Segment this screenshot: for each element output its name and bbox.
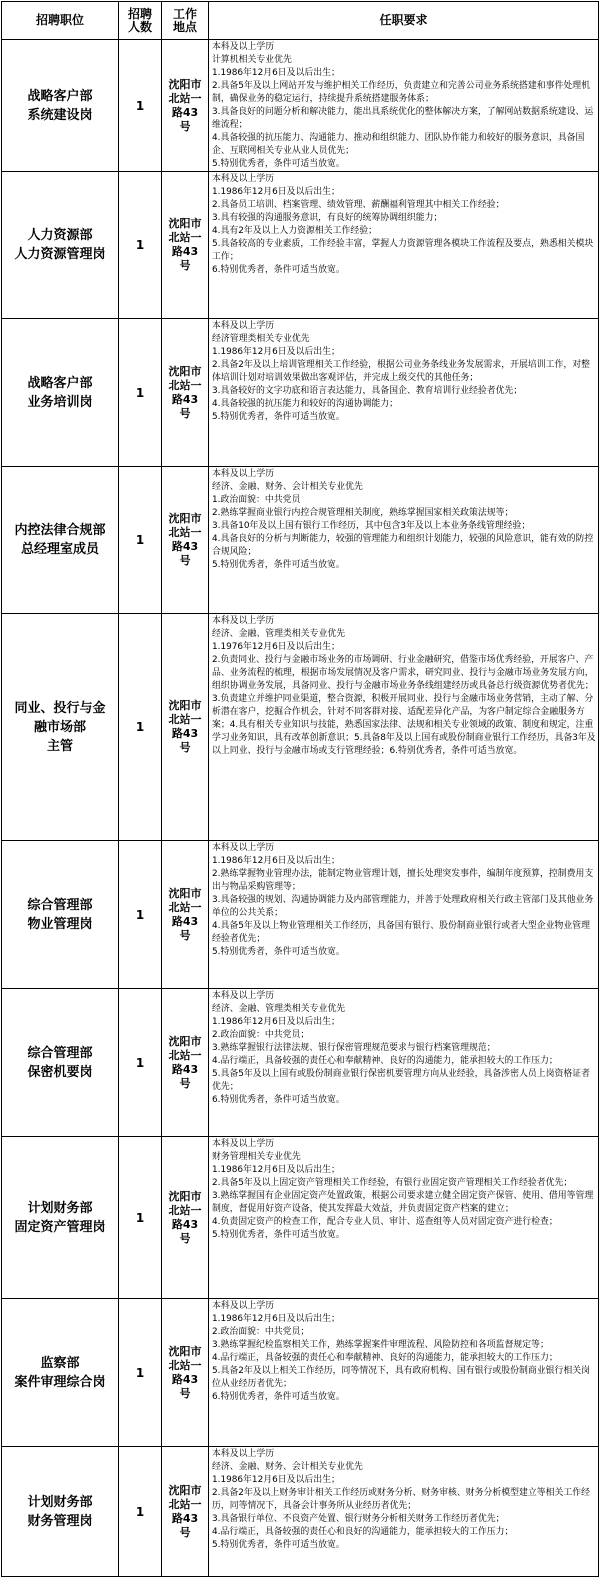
position-line: 业务培训岗 (27, 394, 93, 410)
position-cell (2, 40, 119, 172)
requirement-line: 经济、金融、管理类相关专业优先 (212, 629, 346, 639)
position-cell (2, 319, 119, 467)
location-cell (162, 172, 209, 319)
requirements-cell (209, 1299, 599, 1447)
position-line: 同业、投行与金 (14, 700, 106, 716)
requirement-line: 5.具备2年及以上相关工作经历，同等情况下，具有政府机构、国有银行或股份制商业银行相关岗位从业经历者优先； (212, 1366, 590, 1389)
requirement-line: 本科及以上学历 (212, 42, 275, 52)
location-cell (162, 1137, 209, 1299)
location-text: 沈阳市北站一路43号 (168, 77, 202, 133)
table-row (2, 1137, 599, 1299)
requirement-line: 5.特别优秀者，条件可适当放宽。 (212, 1540, 345, 1550)
requirement-line: 4.负责固定资产的检查工作，配合专业人员、审计、巡查组等人员对固定资产进行检查； (212, 1217, 558, 1227)
requirement-line: 5.特别优秀者，条件可适当放宽。 (212, 1230, 345, 1240)
position-line: 人力资源管理岗 (14, 247, 106, 262)
requirements-cell (209, 40, 599, 172)
requirement-line: 4.具备较强的抗压能力、沟通能力、推动和组织能力、团队协作能力和较好的服务意识，具备国企、互联网相关专业从业人员优先； (212, 133, 585, 156)
requirement-line: 3.具备较强的规划、沟通协调能力及内部管理能力，并善于处理政府相关行政主管部门及其他业务单位的公共关系； (212, 895, 594, 918)
position-line: 内控法律合规部 (14, 523, 106, 538)
requirement-line: 5.特别优秀者，条件可适当放宽。 (212, 412, 345, 422)
requirement-line: 5.特别优秀者，条件可适当放宽。 (212, 947, 345, 957)
position-cell (2, 467, 119, 614)
requirement-line: 1.1986年12月6日及以后出生； (212, 347, 340, 357)
location-cell (162, 1447, 209, 1577)
header-count-text: 招聘人数 (127, 6, 152, 34)
position-line: 计划财务部 (27, 1200, 93, 1216)
header-row (2, 2, 599, 40)
requirement-line: 经济管理类相关专业优先 (212, 334, 310, 344)
requirement-line: 本科及以上学历 (212, 616, 275, 626)
position-cell (2, 841, 119, 989)
requirement-line: 1.1986年12月6日及以后出生； (212, 1017, 340, 1027)
requirement-line: 4.具有2年及以上人力资源相关工作经验； (212, 226, 377, 236)
requirement-line: 1.1986年12月6日及以后出生； (212, 1314, 340, 1324)
location-text: 沈阳市北站一路43号 (168, 699, 202, 754)
location-cell (162, 319, 209, 467)
location-text: 沈阳市北站一路43号 (168, 364, 202, 420)
table-row (2, 989, 599, 1137)
location-cell (162, 467, 209, 614)
requirement-line: 经济、金融、管理类相关专业优先 (212, 1004, 346, 1014)
requirements-cell (209, 1137, 599, 1299)
requirement-line: 5.特别优秀者，条件可适当放宽。 (212, 560, 345, 570)
requirement-line: 经济、金融、财务、会计相关专业优先 (212, 1462, 363, 1472)
requirements-cell (209, 467, 599, 614)
requirement-line: 本科及以上学历 (212, 321, 275, 331)
requirement-line: 3.熟练掌握银行法律法规、银行保密管理规范要求与银行档案管理规范； (212, 1043, 496, 1053)
requirement-line: 本科及以上学历 (212, 1449, 275, 1459)
table-row (2, 841, 599, 989)
requirement-line: 1.1986年12月6日及以后出生； (212, 1165, 340, 1175)
requirement-line: 6.特别优秀者，条件可适当放宽。 (212, 1392, 345, 1402)
requirement-line: 2.熟练掌握商业银行内控合规管理相关制度，熟练掌握国家相关政策法规等； (212, 508, 514, 518)
position-line: 融市场部 (33, 719, 86, 735)
location-text: 沈阳市北站一路43号 (168, 1344, 202, 1400)
header-count (119, 2, 162, 40)
count-cell: 1 (119, 467, 162, 614)
requirements-cell (209, 1447, 599, 1577)
requirements-cell (209, 319, 599, 467)
position-line: 固定资产管理岗 (14, 1219, 106, 1235)
position-line: 总经理室成员 (20, 542, 99, 557)
count-cell: 1 (119, 1299, 162, 1447)
position-cell (2, 614, 119, 841)
position-cell (2, 1299, 119, 1447)
table-row (2, 1447, 599, 1577)
position-cell (2, 989, 119, 1137)
header-position: 招聘职位 (2, 2, 119, 40)
requirements-cell (209, 172, 599, 319)
requirement-line: 2.具备5年及以上固定资产管理相关工作经验，有银行业固定资产管理相关工作经验者优先； (212, 1178, 573, 1188)
requirement-line: 2.政治面貌：中共党员； (212, 1030, 310, 1040)
requirement-line: 2.负责同业、投行与金融市场业务的市场调研、行业金融研究，借鉴市场优秀经验，开展客户、产品、业务流程的梳理，根据市场发展情况及客户需求，研究同业、投行与金融市场业务发展方向，组织协调业务发展，具备同业、投行与金融市场业务条线组建经历或具备总行级资源优势者优先；3.负责建立并维护同业渠道，整合资源，积极开展同业、投行与金融市场业务营销，主动了解、分析潜在客户，挖掘合作机会，针对不同客群对接、适配差异化产品，为客户制定综合金融服务方案；4.具有相关专业知识与技能，熟悉国家法律、法规和相关专业领域的政策、制度和规定，注重学习业务知识，具有改革创新意识；5.具备8年及以上国有或股份制商业银行工作经历，具备3年及以上同业、投行与金融市场或支行管理经验；6.特别优秀者，条件可适当放宽。 (212, 655, 596, 756)
requirement-line: 1.1986年12月6日及以后出生； (212, 187, 340, 197)
location-cell (162, 841, 209, 989)
requirement-line: 1.1976年12月6日及以后出生； (212, 642, 340, 652)
position-cell (2, 1137, 119, 1299)
requirement-line: 本科及以上学历 (212, 991, 275, 1001)
location-text: 沈阳市北站一路43号 (168, 886, 202, 942)
requirement-line: 本科及以上学历 (212, 1301, 275, 1311)
requirement-line: 5.具备较高的专业素质，工作经验丰富，掌握人力资源管理各模块工作流程及要点，熟悉相关模块工作； (212, 239, 594, 262)
requirements-cell (209, 614, 599, 841)
requirement-line: 2.具备2年及以上财务审计相关工作经历或财务分析、财务审核、财务分析模型建立等相关工作经历，同等情况下，具备会计事务所从业经历者优先； (212, 1488, 590, 1511)
requirement-line: 经济、金融、财务、会计相关专业优先 (212, 482, 363, 492)
requirement-line: 3.具备良好的问题分析和解决能力，能出具系统优化的整体解决方案，了解网站数据系统建设、运维流程； (212, 107, 594, 130)
location-text: 沈阳市北站一路43号 (168, 1189, 202, 1245)
requirement-line: 3.熟练掌握纪检监察相关工作，熟练掌握案件审理流程、风险防控和各项监督规定等； (212, 1340, 549, 1350)
requirement-line: 4.品行端正，具备较强的责任心和奉献精神、良好的沟通能力，能承担较大的工作压力； (212, 1056, 558, 1066)
requirement-line: 4.具备良好的分析与判断能力，较强的管理能力和组织计划能力，较强的风险意识，能有效的防控合规风险； (212, 534, 594, 557)
requirement-line: 3.具备10年及以上国有银行工作经历，其中包含3年及以上本业务条线管理经验； (212, 521, 531, 531)
requirement-line: 3.具备银行单位、不良资产处置、银行财务分析相关财务工作经历者优先； (212, 1514, 505, 1524)
count-cell: 1 (119, 319, 162, 467)
table-row (2, 319, 599, 467)
position-cell (2, 172, 119, 319)
requirement-line: 4.品行端正，具备较强的责任心和良好的沟通能力，能承担较大的工作压力； (212, 1527, 514, 1537)
count-cell: 1 (119, 841, 162, 989)
requirements-cell (209, 841, 599, 989)
header-location-text: 工作地点 (172, 6, 197, 34)
position-line: 保密机要岗 (27, 1064, 93, 1080)
requirement-line: 本科及以上学历 (212, 843, 275, 853)
position-line: 计划财务部 (27, 1494, 93, 1510)
requirements-cell (209, 989, 599, 1137)
position-line: 财务管理岗 (27, 1513, 93, 1529)
table-row (2, 467, 599, 614)
table-row (2, 172, 599, 319)
count-cell: 1 (119, 40, 162, 172)
requirement-line: 4.品行端正，具备较强的责任心和奉献精神、良好的沟通能力，能承担较大的工作压力； (212, 1353, 558, 1363)
requirement-line: 1.政治面貌：中共党员 (212, 495, 301, 505)
header-location (162, 2, 209, 40)
count-cell: 1 (119, 1137, 162, 1299)
position-line: 综合管理部 (27, 1045, 93, 1061)
count-cell: 1 (119, 614, 162, 841)
position-line: 系统建设岗 (27, 107, 93, 123)
requirement-line: 2.具备5年及以上网站开发与维护相关工作经历，负责建立和完善公司业务系统搭建和事件处理机制，确保业务的稳定运行，持续提升系统搭建服务体系； (212, 81, 590, 104)
location-text: 沈阳市北站一路43号 (168, 1034, 202, 1090)
recruitment-table (1, 1, 599, 1577)
location-cell (162, 40, 209, 172)
position-line: 战略客户部 (27, 88, 93, 104)
requirement-line: 计算机相关专业优先 (212, 55, 292, 65)
requirement-line: 2.政治面貌：中共党员； (212, 1327, 310, 1337)
requirement-line: 2.具备员工培训、档案管理、绩效管理、薪酬福利管理其中相关工作经验； (212, 200, 505, 210)
requirement-line: 3.熟练掌握国有企业固定资产处置政策，根据公司要求建立健全固定资产保管、使用、借用等管理制度，督促用好资产设备，使其发挥最大效益，并负责固定资产档案的建立； (212, 1191, 594, 1214)
requirement-line: 2.具备2年及以上培训管理相关工作经验，根据公司业务条线业务发展需求，开展培训工作，对整体培训计划对培训效果做出客观评估，并完成上级交代的其他任务； (212, 360, 590, 383)
requirement-line: 1.1986年12月6日及以后出生； (212, 856, 340, 866)
table-row (2, 1299, 599, 1447)
position-cell (2, 1447, 119, 1577)
position-line: 主管 (46, 738, 73, 754)
header-requirements: 任职要求 (209, 2, 599, 40)
requirement-line: 3.具备较好的文字功底和语言表达能力，具备国企、教育培训行业经验者优先； (212, 386, 523, 396)
location-cell (162, 989, 209, 1137)
count-cell: 1 (119, 989, 162, 1137)
location-cell (162, 1299, 209, 1447)
requirement-line: 本科及以上学历 (212, 1139, 275, 1149)
requirement-line: 5.特别优秀者，条件可适当放宽。 (212, 159, 345, 169)
requirement-line: 本科及以上学历 (212, 174, 275, 184)
position-line: 物业管理岗 (27, 916, 93, 932)
requirement-line: 3.具有较强的沟通服务意识，有良好的统筹协调组织能力； (212, 213, 443, 223)
requirement-line: 财务管理相关专业优先 (212, 1152, 301, 1162)
location-text: 沈阳市北站一路43号 (168, 512, 202, 567)
table-row (2, 614, 599, 841)
requirement-line: 4.具备5年及以上物业管理相关工作经历，具备国有银行、股份制商业银行或者大型企业物业管理经验者优先； (212, 921, 590, 944)
position-line: 人力资源部 (27, 228, 93, 243)
requirement-line: 6.特别优秀者，条件可适当放宽。 (212, 1095, 345, 1105)
location-cell (162, 614, 209, 841)
table-row (2, 40, 599, 172)
requirement-line: 6.特别优秀者，条件可适当放宽。 (212, 265, 345, 275)
location-text: 沈阳市北站一路43号 (168, 217, 202, 272)
count-cell: 1 (119, 172, 162, 319)
position-line: 综合管理部 (27, 897, 93, 913)
requirement-line: 本科及以上学历 (212, 469, 275, 479)
count-cell: 1 (119, 1447, 162, 1577)
position-line: 战略客户部 (27, 375, 93, 391)
requirement-line: 2.熟练掌握物业管理办法，能制定物业管理计划，擅长处理突发事件，编制年度预算，控制费用支出与物品采购管理等； (212, 869, 594, 892)
requirement-line: 1.1986年12月6日及以后出生； (212, 1475, 340, 1485)
requirement-line: 5.具备5年及以上国有或股份制商业银行保密机要管理方向从业经验，具备涉密人员上岗资格证者优先； (212, 1069, 590, 1092)
location-text: 沈阳市北站一路43号 (168, 1483, 202, 1539)
requirement-line: 4.具备较强的抗压能力和较好的沟通协调能力； (212, 399, 398, 409)
position-line: 案件审理综合岗 (14, 1374, 106, 1390)
position-line: 监察部 (40, 1355, 80, 1371)
requirement-line: 1.1986年12月6日及以后出生； (212, 68, 340, 78)
